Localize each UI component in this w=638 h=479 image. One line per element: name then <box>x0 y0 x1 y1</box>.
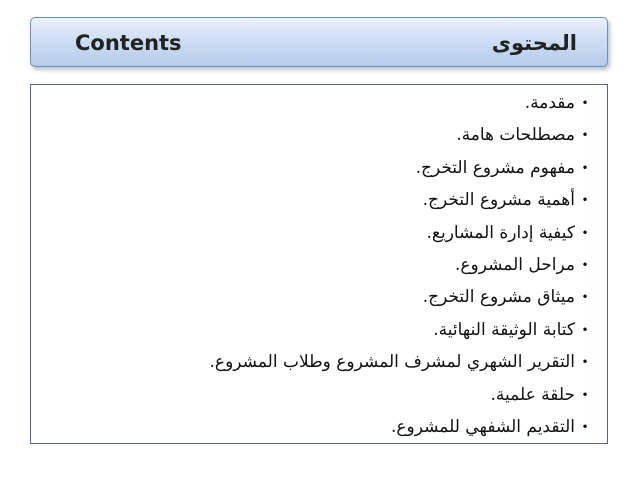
bullet-icon: • <box>581 193 589 208</box>
contents-box <box>30 84 608 444</box>
list-item <box>210 314 595 346</box>
list-item-label: كتابة الوثيقة النهائية. <box>433 319 575 340</box>
list-item-label: كيفية إدارة المشاريع. <box>426 222 575 243</box>
list-item <box>210 346 595 378</box>
list-item-label: مقدمة. <box>524 93 575 113</box>
list-item <box>210 249 595 281</box>
bullet-icon: • <box>581 128 589 143</box>
list-item <box>210 411 595 443</box>
bullet-icon: • <box>581 96 589 110</box>
list-item-label: مفهوم مشروع التخرج. <box>415 157 575 178</box>
title-english: Contents <box>75 31 182 55</box>
list-item-label: مراحل المشروع. <box>454 254 575 275</box>
list-item <box>210 87 595 119</box>
list-item-label: أهمية مشروع التخرج. <box>422 190 575 211</box>
list-item-label: التقرير الشهري لمشرف المشروع وطلاب المشروع. <box>209 352 575 373</box>
list-item <box>210 152 595 184</box>
list-item <box>210 217 595 249</box>
list-item <box>210 184 595 216</box>
bullet-icon: • <box>581 257 589 272</box>
bullet-icon: • <box>581 225 589 240</box>
title-bar <box>30 17 608 67</box>
bullet-icon: • <box>581 419 589 434</box>
bullet-icon: • <box>581 290 589 305</box>
list-item-label: التقديم الشفهي للمشروع. <box>390 416 575 437</box>
bullet-icon: • <box>581 355 589 370</box>
bullet-icon: • <box>581 387 589 402</box>
title-arabic: المحتوى <box>491 31 577 55</box>
list-item-label: ميثاق مشروع التخرج. <box>422 287 575 308</box>
bullet-icon: • <box>581 322 589 337</box>
contents-list <box>210 87 595 443</box>
bullet-icon: • <box>581 160 589 175</box>
list-item-label: حلقة علمية. <box>490 384 575 405</box>
list-item <box>210 119 595 151</box>
list-item <box>210 281 595 313</box>
list-item-label: مصطلحات هامة. <box>456 125 575 146</box>
list-item <box>210 379 595 411</box>
